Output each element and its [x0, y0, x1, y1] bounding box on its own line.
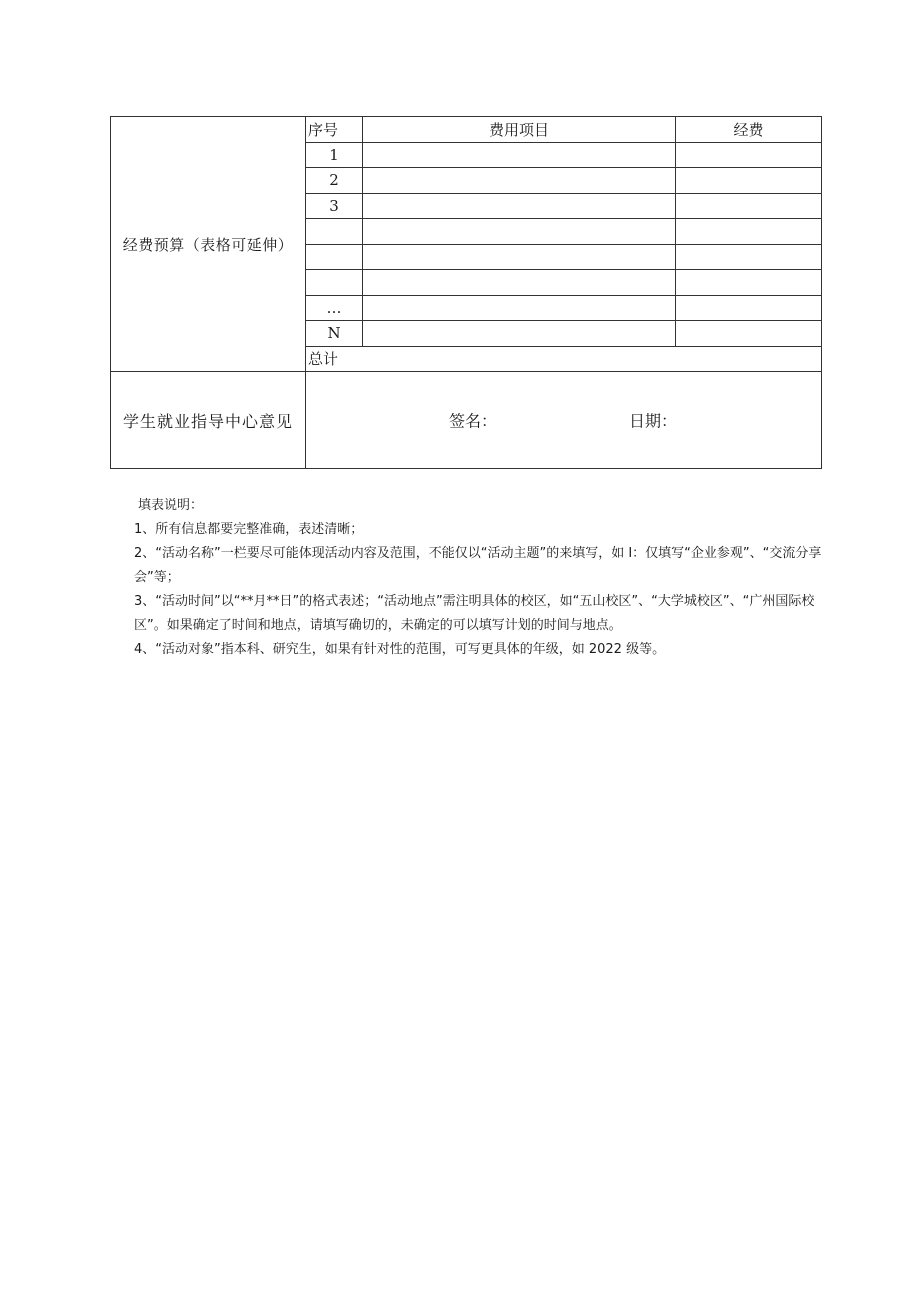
row-index: [306, 219, 363, 245]
row-index: [306, 244, 363, 270]
row-index: N: [306, 321, 363, 347]
row-item-field[interactable]: [363, 295, 676, 321]
instruction-item: 1、所有信息都要完整准确，表述清晰；: [134, 522, 364, 537]
opinion-section-label: 学生就业指导中心意见: [111, 372, 306, 469]
row-index: …: [306, 295, 363, 321]
row-index: 1: [306, 142, 363, 168]
signature-label: 签名：: [449, 411, 498, 431]
row-item-field[interactable]: [363, 219, 676, 245]
opinion-content-area[interactable]: [306, 372, 822, 469]
form-instructions: [134, 494, 824, 662]
row-amount-field[interactable]: [676, 193, 822, 219]
row-item-field[interactable]: [363, 193, 676, 219]
row-item-field[interactable]: [363, 321, 676, 347]
row-item-field[interactable]: [363, 168, 676, 194]
row-amount-field[interactable]: [676, 219, 822, 245]
date-label: 日期：: [629, 411, 678, 431]
row-amount-field[interactable]: [676, 295, 822, 321]
budget-header-row: [111, 117, 822, 143]
row-amount-field[interactable]: [676, 168, 822, 194]
row-item-field[interactable]: [363, 142, 676, 168]
budget-form-table: [110, 116, 822, 469]
total-label: 总计: [306, 346, 822, 372]
row-amount-field[interactable]: [676, 244, 822, 270]
item-column-header: 费用项目: [363, 117, 676, 143]
opinion-row: [111, 372, 822, 469]
amount-column-header: 经费: [676, 117, 822, 143]
instruction-item: 2、“活动名称”一栏要尽可能体现活动内容及范围，不能仅以“活动主题”的来填写，如 I：仅填写“企业参观”、“交流分享会”等；: [134, 546, 822, 585]
row-index: [306, 270, 363, 296]
row-index: 2: [306, 168, 363, 194]
row-amount-field[interactable]: [676, 270, 822, 296]
row-amount-field[interactable]: [676, 142, 822, 168]
instruction-item: 4、“活动对象”指本科、研究生，如果有针对性的范围，可写更具体的年级，如 2022 级等。: [134, 642, 666, 657]
budget-section-label: 经费预算（表格可延伸）: [111, 117, 306, 372]
row-index: 3: [306, 193, 363, 219]
row-item-field[interactable]: [363, 270, 676, 296]
row-item-field[interactable]: [363, 244, 676, 270]
instruction-item: 3、“活动时间”以“**月**日”的格式表述；“活动地点”需注明具体的校区，如“五山校区”、“大学城校区”、“广州国际校区”。如果确定了时间和地点，请填写确切的，未确定的可以填写计划的时间与地点。: [134, 594, 815, 633]
index-column-header: 序号: [306, 117, 363, 143]
instructions-title: 填表说明：: [138, 498, 204, 513]
row-amount-field[interactable]: [676, 321, 822, 347]
